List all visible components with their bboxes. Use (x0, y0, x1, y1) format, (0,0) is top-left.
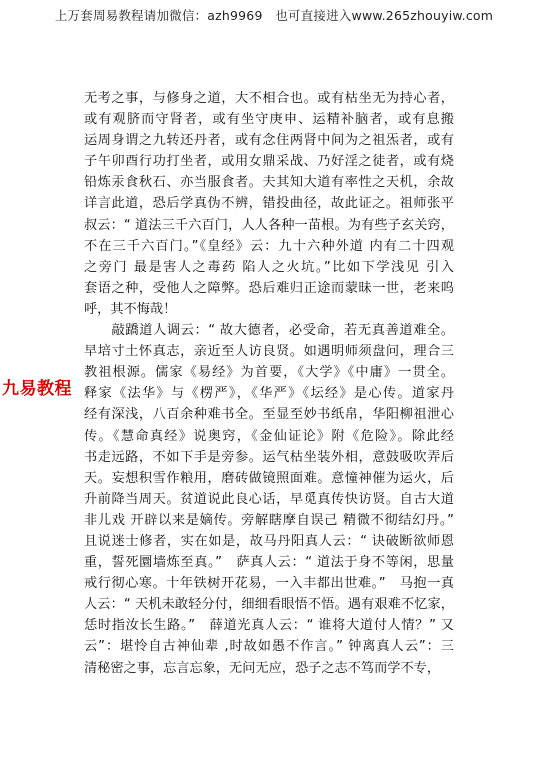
text-line: 恁时指汝长生路。” 薛道光真人云：“ 谁将大道付人情？” 又 (84, 618, 454, 634)
text-line: 戒行彻心寒。十年铁树开花易，一入丰都出世难。” 马抱一真 (84, 576, 454, 592)
text-line: 非儿戏 开辟以来是嫡传。旁解瞎摩自误己 精微不彻结幻丹。” (84, 512, 454, 528)
side-watermark-logo: 九易教程 (2, 379, 72, 399)
document-body (84, 88, 464, 679)
text-line: 叔云：“ 道法三千六百门，人人各种一苗根。为有些子玄关窍， (84, 217, 454, 233)
text-line: 敲蹻道人调云：“ 故大德者，必受命，若无真善道难全。 (84, 323, 454, 339)
text-line: 无考之事，与修身之道，大不相合也。或有枯坐无为持心者， (84, 91, 454, 106)
text-line: 运周身谓之九转还丹者，或有念住两肾中间为之祖炁者，或有 (84, 133, 454, 149)
text-line: 或有观脐而守肾者，或有坐守庚申、运精补脑者，或有息搬 (84, 112, 454, 128)
page-header-watermark: 上万套周易教程请加微信：azh9969 也可直接进入www.265zhouyiw.com (54, 8, 494, 23)
text-line: 早培寸土怀真志，亲近至人访良贤。如遇明师须盘问，理合三 (84, 344, 454, 360)
text-line: 清秘密之事，忘言忘象，无问无应，恐子之志不笃而学不专， (84, 660, 441, 676)
text-line: 天。妄想积雪作粮用，磨砖做镜照面难。意憧神催为运火，后 (84, 470, 454, 486)
text-line: 人云：“ 天机未敢轻分付，细细看眼悟不悟。遇有艰难不忆家， (84, 597, 454, 613)
text-line: 且说迷士修者，实在如是，故马丹阳真人云：“ 诀破断欲师恩 (84, 533, 454, 549)
text-line: 铅炼汞食秋石、亦当服食者。夫其知大道有率性之天机，余故 (84, 175, 454, 191)
text-line: 子午卯酉行功打坐者，或用女鼎采战、乃好淫之徒者，或有烧 (84, 154, 454, 170)
text-line: 经有深浅，八百余种难书全。至显至妙书纸帛，华阳柳祖泄心 (84, 407, 454, 423)
text-line: 教祖根源。儒家《易经》为首要，《大学》《中庸》一贯全。 (84, 365, 454, 381)
text-line: 释家《法华》与《楞严》，《华严》《坛经》是心传。道家丹 (84, 386, 454, 402)
text-line: 云”：堪怜自古神仙辈 ,时故如愚不作言。” 钟离真人云”：三 (84, 639, 454, 655)
text-line: 升前降当周天。贫道说此良心话，早觅真传快访贤。自古大道 (84, 491, 454, 507)
text-line: 书走远路，不如下手是旁参。运气枯坐装外相，意鼓吸吹弄后 (84, 449, 454, 465)
text-line: 套语之种，受他人之障弊。恐后难归正途而蒙昧一世，老来呜 (84, 280, 454, 296)
text-line: 详言此道，恐后学真伪不辨，错投曲径，故此证之。祖师张平 (84, 196, 454, 212)
text-line: 传。《慧命真经》说奥窍，《金仙证论》附《危险》。除此经 (84, 428, 454, 444)
text-line: 重，誓死圜墙炼至真。” 萨真人云：“ 道法于身不等闲，思量 (84, 555, 454, 571)
text-line: 不在三千六百门。”《皇经》云：九十六种外道 内有二十四观 (84, 238, 454, 254)
text-line: 之旁门 最是害人之毒药 陷人之火坑。”比如下学浅见 引入 (84, 259, 454, 275)
text-line: 呼，其不悔哉！ (84, 301, 177, 317)
